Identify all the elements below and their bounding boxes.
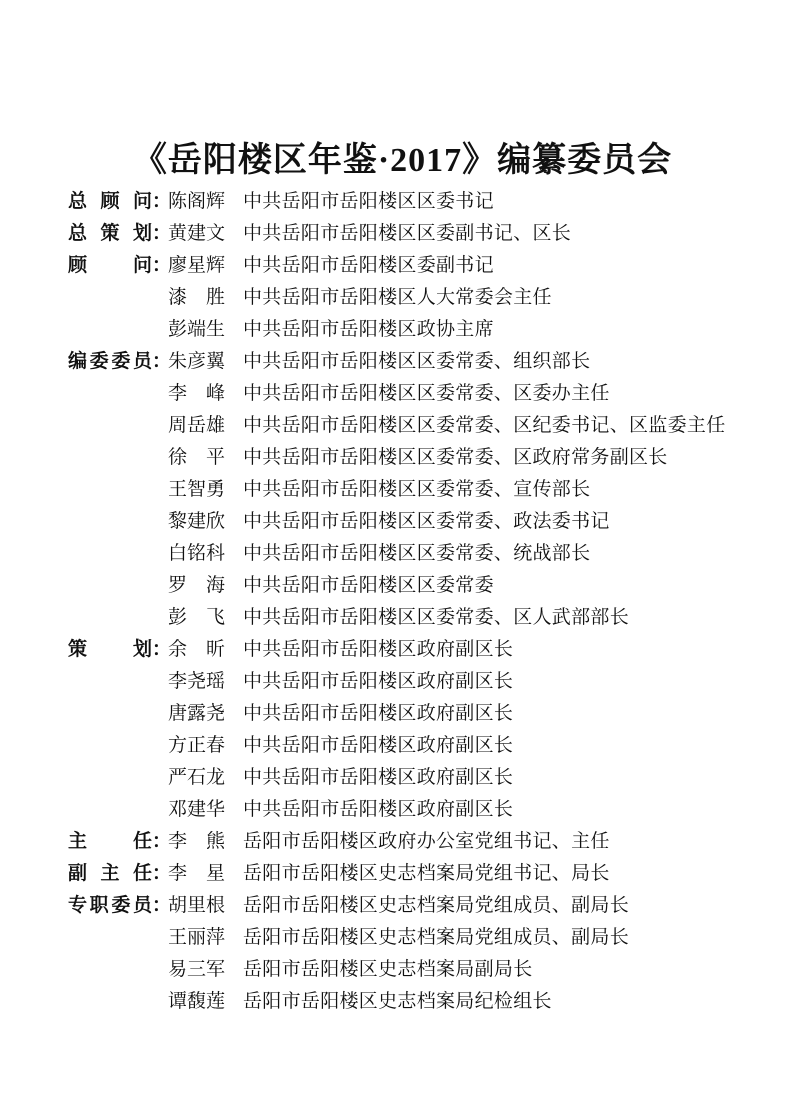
role-colon: ：	[152, 255, 172, 276]
committee-row	[68, 794, 765, 826]
member-name: 罗海	[168, 575, 225, 596]
member-name: 陈阁辉	[168, 191, 226, 212]
committee-row	[68, 442, 765, 474]
member-position: 中共岳阳市岳阳楼区政府副区长	[243, 799, 514, 820]
page-title: 《岳阳楼区年鉴·2017》编纂委员会	[132, 141, 673, 179]
member-name: 余昕	[168, 639, 225, 660]
committee-row	[68, 858, 765, 890]
member-name: 唐露尧	[168, 703, 226, 724]
member-name: 李熊	[168, 831, 225, 852]
member-position: 中共岳阳市岳阳楼区区委常委、区纪委书记、区监委主任	[243, 415, 726, 436]
committee-row	[68, 922, 765, 954]
committee-row	[68, 474, 765, 506]
member-position: 中共岳阳市岳阳楼区政府副区长	[243, 767, 514, 788]
committee-row	[68, 762, 765, 794]
member-name: 漆胜	[168, 287, 225, 308]
member-position: 岳阳市岳阳楼区史志档案局党组成员、副局长	[243, 927, 630, 948]
member-position: 岳阳市岳阳楼区政府办公室党组书记、主任	[243, 831, 610, 852]
member-name: 易三军	[168, 959, 226, 980]
member-position: 中共岳阳市岳阳楼区委副书记	[243, 255, 494, 276]
committee-row	[68, 282, 765, 314]
role-label: 专职委员	[68, 895, 152, 916]
member-name: 李尧瑶	[168, 671, 226, 692]
committee-row	[68, 346, 765, 378]
member-position: 中共岳阳市岳阳楼区区委常委、区政府常务副区长	[243, 447, 668, 468]
committee-row	[68, 698, 765, 730]
member-position: 中共岳阳市岳阳楼区政府副区长	[243, 703, 514, 724]
member-name: 徐平	[168, 447, 225, 468]
member-position: 岳阳市岳阳楼区史志档案局副局长	[243, 959, 533, 980]
member-name: 谭馥莲	[168, 991, 226, 1012]
role-label: 总顾问	[68, 191, 152, 212]
member-position: 中共岳阳市岳阳楼区区委书记	[243, 191, 494, 212]
committee-row	[68, 186, 765, 218]
member-position: 中共岳阳市岳阳楼区区委常委、宣传部长	[243, 479, 591, 500]
role-colon: ：	[152, 639, 172, 660]
member-position: 中共岳阳市岳阳楼区政府副区长	[243, 735, 514, 756]
member-name: 黎建欣	[168, 511, 226, 532]
role-colon: ：	[152, 351, 172, 372]
committee-row	[68, 666, 765, 698]
committee-row	[68, 538, 765, 570]
member-position: 岳阳市岳阳楼区史志档案局党组成员、副局长	[243, 895, 630, 916]
committee-row	[68, 986, 765, 1018]
role-label: 总策划	[68, 223, 152, 244]
committee-row	[68, 602, 765, 634]
member-position: 中共岳阳市岳阳楼区区委副书记、区长	[243, 223, 572, 244]
member-position: 中共岳阳市岳阳楼区政协主席	[243, 319, 494, 340]
role-label: 顾问	[68, 255, 152, 276]
member-name: 邓建华	[168, 799, 226, 820]
committee-row	[68, 250, 765, 282]
member-name: 李星	[168, 863, 225, 884]
committee-row	[68, 314, 765, 346]
member-name: 胡里根	[168, 895, 226, 916]
role-label: 策划	[68, 639, 152, 660]
member-position: 中共岳阳市岳阳楼区人大常委会主任	[243, 287, 552, 308]
committee-row	[68, 826, 765, 858]
role-colon: ：	[152, 895, 172, 916]
member-name: 彭端生	[168, 319, 226, 340]
committee-list	[68, 186, 765, 1018]
member-position: 中共岳阳市岳阳楼区政府副区长	[243, 639, 514, 660]
role-label: 主任	[68, 831, 152, 852]
member-name: 李峰	[168, 383, 225, 404]
role-label: 副主任	[68, 863, 152, 884]
committee-row	[68, 506, 765, 538]
committee-row	[68, 218, 765, 250]
member-position: 中共岳阳市岳阳楼区区委常委、区委办主任	[243, 383, 610, 404]
member-position: 中共岳阳市岳阳楼区政府副区长	[243, 671, 514, 692]
member-name: 严石龙	[168, 767, 226, 788]
member-position: 中共岳阳市岳阳楼区区委常委、政法委书记	[243, 511, 610, 532]
member-name: 王丽萍	[168, 927, 226, 948]
committee-row	[68, 410, 765, 442]
role-label: 编委委员	[68, 351, 152, 372]
member-position: 中共岳阳市岳阳楼区区委常委、统战部长	[243, 543, 591, 564]
member-name: 廖星辉	[168, 255, 226, 276]
committee-row	[68, 890, 765, 922]
member-name: 黄建文	[168, 223, 226, 244]
member-name: 朱彦翼	[168, 351, 226, 372]
member-position: 岳阳市岳阳楼区史志档案局党组书记、局长	[243, 863, 610, 884]
member-name: 方正春	[168, 735, 226, 756]
member-name: 王智勇	[168, 479, 226, 500]
committee-row	[68, 570, 765, 602]
committee-row	[68, 730, 765, 762]
member-position: 岳阳市岳阳楼区史志档案局纪检组长	[243, 991, 552, 1012]
role-colon: ：	[152, 831, 172, 852]
committee-row	[68, 634, 765, 666]
role-colon: ：	[152, 863, 172, 884]
member-position: 中共岳阳市岳阳楼区区委常委、组织部长	[243, 351, 591, 372]
member-name: 彭飞	[168, 607, 225, 628]
committee-row	[68, 378, 765, 410]
role-colon: ：	[152, 191, 172, 212]
member-name: 周岳雄	[168, 415, 226, 436]
member-name: 白铭科	[168, 543, 226, 564]
member-position: 中共岳阳市岳阳楼区区委常委	[243, 575, 494, 596]
member-position: 中共岳阳市岳阳楼区区委常委、区人武部部长	[243, 607, 630, 628]
committee-row	[68, 954, 765, 986]
role-colon: ：	[152, 223, 172, 244]
